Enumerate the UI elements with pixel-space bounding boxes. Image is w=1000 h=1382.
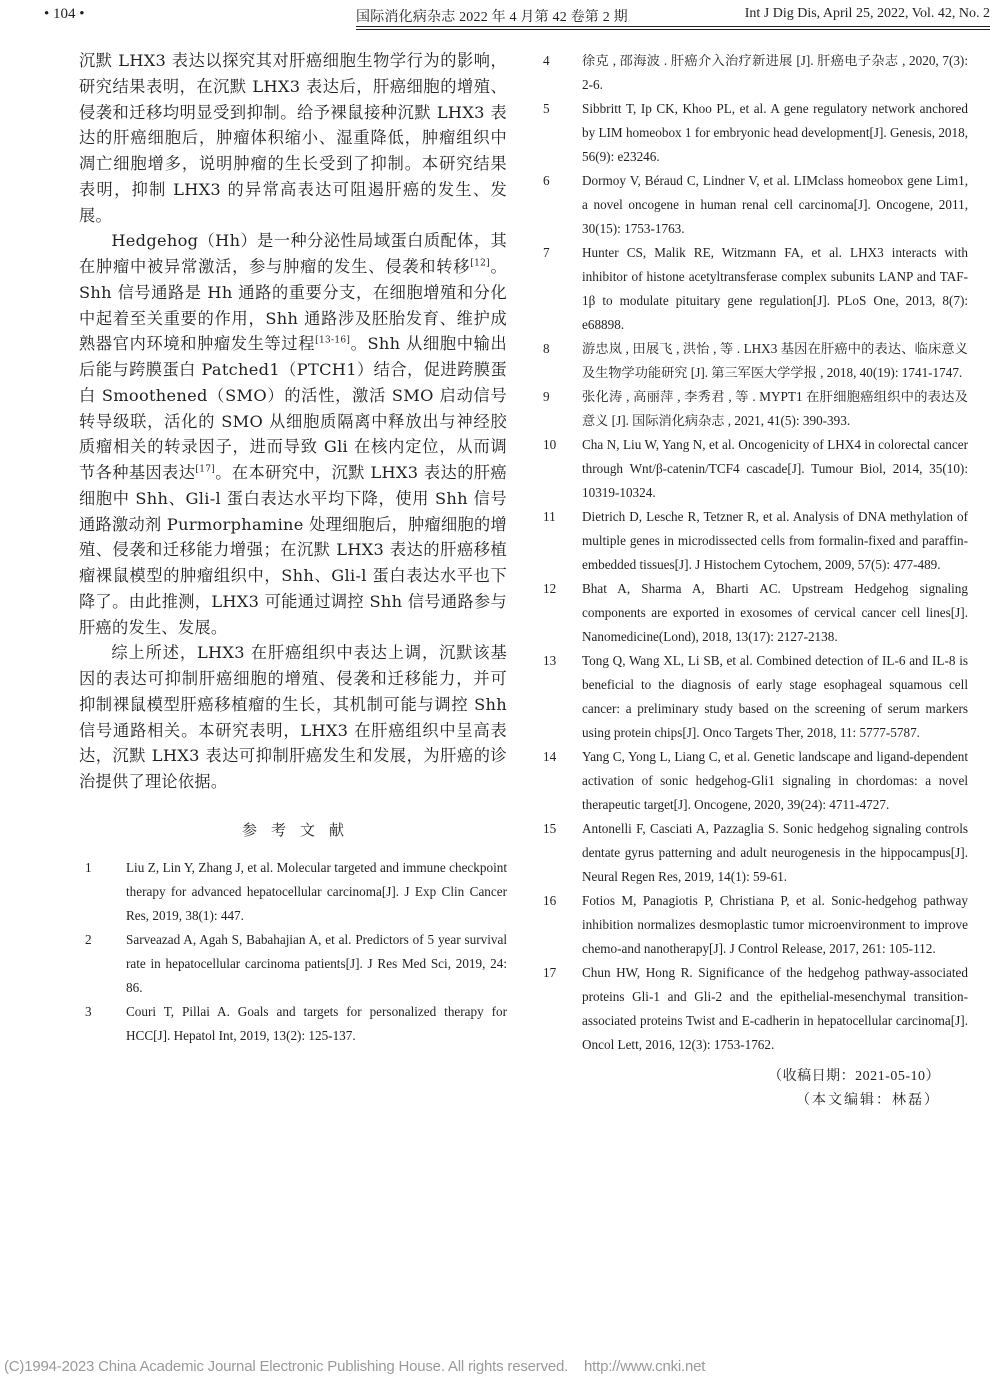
reference-item xyxy=(538,961,968,1057)
reference-number: 7 xyxy=(543,245,550,260)
reference-text: 游忠岚 , 田展飞 , 洪怡 , 等 . LHX3 基因在肝癌中的表达、临床意义及生物学功能研究 [J]. 第三军医大学学报 , 2018, 40(19): 1741-1747. xyxy=(582,341,968,380)
reference-number: 10 xyxy=(543,437,557,452)
reference-item xyxy=(538,577,968,649)
reference-text: Chun HW, Hong R. Significance of the hedgehog pathway-associated proteins Gli-1 and Gli-2 and the epithelial-mesenchymal transition-associated proteins Twist and E-cadherin in hepatocellular carcinoma[J]. Oncol Lett, 2016, 12(3): 1753-1762. xyxy=(582,965,968,1052)
reference-item xyxy=(538,505,968,577)
received-date: （收稿日期：2021-05-10） xyxy=(768,1069,940,1084)
reference-text: Dietrich D, Lesche R, Tetzner R, et al. Analysis of DNA methylation of multiple genes in microdissected cells from formalin-fixed and paraffin-embedded tissues[J]. J Histochem Cytochem, 2009, 57(5): 477-489. xyxy=(582,509,968,572)
reference-number: 11 xyxy=(543,509,556,524)
page-header xyxy=(0,0,1000,30)
reference-number: 12 xyxy=(543,581,557,596)
reference-item xyxy=(538,97,968,169)
reference-text: 张化涛 , 高丽萍 , 李秀君 , 等 . MYPT1 在肝细胞癌组织中的表达及意义 [J]. 国际消化病杂志 , 2021, 41(5): 390-393. xyxy=(582,389,968,428)
citation-marker[interactable]: [12] xyxy=(470,258,490,269)
reference-item xyxy=(538,169,968,241)
reference-text: Hunter CS, Malik RE, Witzmann FA, et al. LHX3 interacts with inhibitor of histone acetyltransferase complex subunits LANP and TAF-1β to modulate pituitary gene regulation[J]. PLoS One, 2013, 8(7): e68898. xyxy=(582,245,968,332)
reference-text: Tong Q, Wang XL, Li SB, et al. Combined detection of IL-6 and IL-8 is beneficial to the diagnosis of early stage esophageal squamous cell cancer: a preliminary study based on the screening of serum markers using protein chips[J]. Onco Targets Ther, 2018, 11: 5777-5787. xyxy=(582,653,968,740)
reference-item xyxy=(538,817,968,889)
reference-text: Yang C, Yong L, Liang C, et al. Genetic landscape and ligand-dependent activation of sonic hedgehog-Gli1 signaling in chordomas: a novel therapeutic target[J]. Oncogene, 2020, 39(24): 4711-4727. xyxy=(582,749,968,812)
reference-text: Dormoy V, Béraud C, Lindner V, et al. LIMclass homeobox gene Lim1, a novel oncogene in human renal cell carcinoma[J]. Oncogene, 2011, 30(15): 1753-1763. xyxy=(582,173,968,236)
reference-text: Liu Z, Lin Y, Zhang J, et al. Molecular targeted and immune checkpoint therapy for advanced hepatocellular carcinoma[J]. J Exp Clin Cancer Res, 2019, 38(1): 447. xyxy=(126,859,507,923)
reference-item xyxy=(538,241,968,337)
reference-text: Antonelli F, Casciati A, Pazzaglia S. Sonic hedgehog signaling controls dentate gyrus patterning and adult neurogenesis in the hippocampus[J]. Neural Regen Res, 2019, 14(1): 59-61. xyxy=(582,821,968,884)
body-text xyxy=(79,48,507,795)
reference-text: Couri T, Pillai A. Goals and targets for personalized therapy for HCC[J]. Hepatol Int, 2019, 13(2): 125-137. xyxy=(126,1003,507,1043)
reference-item xyxy=(79,928,507,1000)
journal-title-cn: 国际消化病杂志 2022 年 4 月第 42 卷第 2 期 xyxy=(356,10,628,25)
reference-item xyxy=(538,745,968,817)
editor-note: （本文编辑：林磊） xyxy=(796,1093,940,1108)
page-number: • 104 • xyxy=(44,6,85,22)
reference-number: 17 xyxy=(543,965,557,980)
left-column xyxy=(79,48,507,1048)
reference-text: 徐克 , 邵海波 . 肝癌介入治疗新进展 [J]. 肝癌电子杂志 , 2020, 7(3): 2-6. xyxy=(582,53,968,92)
reference-item xyxy=(538,385,968,433)
copyright-footer xyxy=(0,1358,1000,1375)
reference-number: 8 xyxy=(543,341,550,356)
reference-number: 5 xyxy=(543,101,550,116)
citation-marker[interactable]: [17] xyxy=(195,464,216,475)
reference-text: Fotios M, Panagiotis P, Christiana P, et al. Sonic-hedgehog pathway inhibition normalizes desmoplastic tumor microenvironment to improve chemo-and nanotherapy[J]. J Control Release, 2017, 261: 105-112. xyxy=(582,893,968,956)
reference-list-left xyxy=(79,856,507,1048)
reference-item xyxy=(79,1000,507,1048)
reference-item xyxy=(538,337,968,385)
reference-list-right xyxy=(538,49,968,1057)
reference-item xyxy=(538,49,968,97)
reference-item xyxy=(538,433,968,505)
reference-text: Bhat A, Sharma A, Bharti AC. Upstream Hedgehog signaling components are exported in exosomes of cervical cancer cell lines[J]. Nanomedicine(Lond), 2018, 13(17): 2127-2138. xyxy=(582,581,968,644)
body-paragraph: 沉默 LHX3 表达以探究其对肝癌细胞生物学行为的影响，研究结果表明，在沉默 LHX3 表达后，肝癌细胞的增殖、侵袭和迁移均明显受到抑制。给予裸鼠接种沉默 LHX3 表达的肝癌细胞后，肿瘤体积缩小、湿重降低，肿瘤组织中凋亡细胞增多，说明肿瘤的生长受到了抑制。本研究结果表明，抑制 LHX3 的异常高表达可阻遏肝癌的发生、发展。 xyxy=(79,51,507,225)
cnki-link[interactable]: http://www.cnki.net xyxy=(584,1358,706,1375)
reference-number: 13 xyxy=(543,653,557,668)
body-paragraph: Hedgehog（Hh）是一种分泌性局域蛋白质配体，其在肿瘤中被异常激活，参与肿瘤的发生、侵袭和转移[12]。Shh 信号通路是 Hh 通路的重要分支，在细胞增殖和分化中起着至关重要的作用，Shh 通路涉及胚胎发育、维护成熟器官内环境和肿瘤发生等过程[13-16]。Shh 从细胞中输出后能与跨膜蛋白 Patched1（PTCH1）结合，促进跨膜蛋白 Smoothened（SMO）的活性，激活 SMO 启动信号转导级联，活化的 SMO 从细胞质隔离中释放出与神经胶质瘤相关的转录因子，进而导致 Gli 在核内定位，从而调节各种基因表达[17]。在本研究中，沉默 LHX3 表达的肝癌细胞中 Shh、Gli-l 蛋白表达水平均下降，使用 Shh 信号通路激动剂 Purmorphamine 处理细胞后，肿瘤细胞的增殖、侵袭和迁移能力增强；在沉默 LHX3 表达的肝癌移植瘤裸鼠模型的肿瘤组织中，Shh、Gli-l 蛋白表达水平也下降了。由此推测，LHX3 可能通过调控 Shh 信号通路参与肝癌的发生、发展。 xyxy=(79,231,507,637)
reference-text: Cha N, Liu W, Yang N, et al. Oncogenicity of LHX4 in colorectal cancer through Wnt/β-catenin/TCF4 cascade[J]. Tumour Biol, 2014, 35(10): 10319-10324. xyxy=(582,437,968,500)
reference-number: 16 xyxy=(543,893,557,908)
reference-item xyxy=(79,856,507,928)
right-column xyxy=(538,49,968,1113)
body-paragraph: 综上所述，LHX3 在肝癌组织中表达上调，沉默该基因的表达可抑制肝癌细胞的增殖、侵袭和迁移能力，并可抑制裸鼠模型肝癌移植瘤的生长，其机制可能与调控 Shh 信号通路相关。本研究表明，LHX3 在肝癌组织中呈高表达，沉默 LHX3 表达可抑制肝癌发生和发展，为肝癌的诊治提供了理论依据。 xyxy=(79,643,507,791)
reference-number: 14 xyxy=(543,749,557,764)
journal-title-en: Int J Dig Dis, April 25, 2022, Vol. 42, No. 2 xyxy=(744,6,990,21)
reference-text: Sarveazad A, Agah S, Babahajian A, et al. Predictors of 5 year survival rate in hepatocellular carcinoma patients[J]. J Res Med Sci, 2019, 24: 86. xyxy=(126,931,507,995)
reference-text: Sibbritt T, Ip CK, Khoo PL, et al. A gene regulatory network anchored by LIM homeobox 1 for embryonic head development[J]. Genesis, 2018, 56(9): e23246. xyxy=(582,101,969,164)
reference-number: 15 xyxy=(543,821,557,836)
running-header xyxy=(356,4,990,27)
reference-item xyxy=(538,889,968,961)
reference-number: 2 xyxy=(85,931,92,947)
reference-number: 6 xyxy=(543,173,550,188)
reference-number: 3 xyxy=(85,1003,92,1019)
citation-marker[interactable]: [13-16] xyxy=(315,335,351,346)
reference-number: 1 xyxy=(85,859,92,875)
reference-item xyxy=(538,649,968,745)
copyright-text: (C)1994-2023 China Academic Journal Electronic Publishing House. All rights reserved. xyxy=(4,1358,569,1375)
references-heading: 参考文献 xyxy=(241,820,358,839)
reference-number: 4 xyxy=(543,53,550,68)
reference-number: 9 xyxy=(543,389,550,404)
